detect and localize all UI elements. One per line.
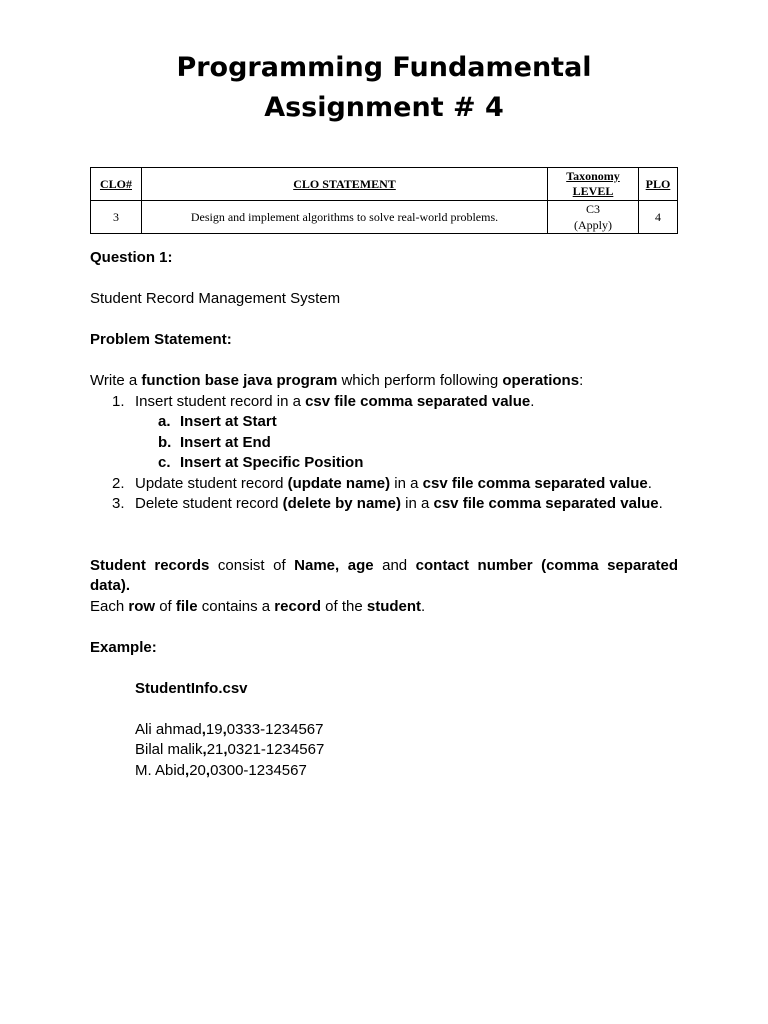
item-bold: csv file comma separated value (422, 474, 648, 492)
item-text: in a (390, 474, 423, 492)
example-name: M. Abid (135, 761, 186, 779)
item-bold: csv file comma separated value (433, 495, 659, 512)
clo-table (90, 167, 678, 234)
list-item (90, 474, 678, 495)
title-line-2: Assignment # 4 (264, 92, 504, 123)
header-clo: CLO# (91, 168, 142, 201)
example-records (90, 720, 678, 782)
sub-item-label: Insert at Start (180, 413, 277, 430)
example-name: Ali ahmad (135, 720, 202, 738)
header-taxonomy (548, 168, 639, 201)
document-title (0, 48, 768, 128)
row-bold: student (366, 597, 422, 615)
cell-taxonomy-line1: C3 (585, 202, 600, 216)
intro-text: : (579, 372, 584, 389)
item-text: . (647, 474, 652, 492)
question-heading: Question 1: (90, 249, 173, 266)
intro-text: which perform following (337, 372, 503, 389)
item-text: . (658, 495, 663, 512)
example-heading: Example: (90, 638, 157, 656)
sub-list-item (90, 433, 678, 454)
row-bold: file (175, 597, 198, 615)
row-text: of the (320, 597, 367, 615)
example-age: 19 (205, 720, 223, 738)
sub-item-label: Insert at End (180, 433, 271, 451)
intro-text: Write a (90, 372, 142, 389)
list-item (90, 494, 678, 515)
cell-statement: Design and implement algorithms to solve real-world problems. (142, 201, 548, 234)
sub-list-letter: c. (158, 454, 171, 471)
item-text: . (530, 392, 535, 410)
example-filename: StudentInfo.csv (135, 679, 248, 697)
row-bold: record (274, 597, 321, 615)
row-bold: row (128, 597, 156, 615)
sub-list-letter: b. (158, 433, 172, 451)
item-text: Update student record (135, 474, 288, 492)
intro-bold: function base java program (141, 372, 338, 389)
title-line-1: Programming Fundamental (176, 52, 592, 83)
header-taxonomy-line1: Taxonomy (566, 169, 620, 183)
cell-plo: 4 (639, 201, 678, 234)
row-text: Each (90, 597, 129, 615)
records-text: and (373, 556, 416, 574)
example-age: 21 (206, 741, 224, 758)
list-item (90, 392, 678, 413)
sub-list-letter: a. (158, 413, 171, 430)
records-bold: Name, age (294, 556, 374, 574)
example-age: 20 (189, 761, 206, 779)
clo-table-header-row (91, 168, 678, 201)
item-text: in a (400, 495, 434, 512)
operations-list (90, 392, 678, 515)
sub-list-item (90, 412, 678, 433)
item-bold: (delete by name) (282, 495, 401, 512)
document-body (90, 248, 678, 781)
item-text: Insert student record in a (135, 392, 306, 410)
intro-bold: operations (502, 372, 580, 389)
sub-list-item (90, 453, 678, 474)
row-text: contains a (197, 597, 275, 615)
question-name: Student Record Management System (90, 290, 341, 307)
list-number: 3. (112, 495, 125, 512)
records-text: consist of (209, 556, 295, 574)
example-row: Ali ahmad,19,0333-1234567 (135, 720, 324, 738)
list-number: 2. (112, 474, 125, 492)
sub-item-label: Insert at Specific Position (180, 454, 364, 471)
cell-taxonomy (548, 201, 639, 234)
records-bold: Student records (90, 556, 210, 574)
header-taxonomy-line2: LEVEL (572, 184, 614, 198)
header-statement: CLO STATEMENT (142, 168, 548, 201)
example-row: M. Abid,20,0300-1234567 (135, 761, 307, 779)
example-phone: 0321-1234567 (227, 741, 325, 758)
example-row: Bilal malik,21,0321-1234567 (135, 741, 325, 758)
records-paragraph (90, 556, 678, 597)
clo-table-row (91, 201, 678, 234)
records-bold: contact number (comma separated data). (90, 556, 678, 594)
item-text: Delete student record (135, 495, 283, 512)
example-phone: 0333-1234567 (226, 720, 324, 738)
item-bold: csv file comma separated value (305, 392, 531, 410)
problem-heading: Problem Statement: (90, 331, 232, 348)
intro-paragraph (90, 371, 678, 392)
example-name: Bilal malik (135, 741, 203, 758)
item-bold: (update name) (287, 474, 391, 492)
list-number: 1. (112, 392, 125, 410)
cell-clo: 3 (91, 201, 142, 234)
cell-taxonomy-line2: (Apply) (574, 218, 612, 232)
header-plo: PLO (639, 168, 678, 201)
row-text: . (421, 597, 426, 615)
row-paragraph (90, 597, 678, 618)
example-phone: 0300-1234567 (210, 761, 307, 779)
row-text: of (155, 597, 176, 615)
